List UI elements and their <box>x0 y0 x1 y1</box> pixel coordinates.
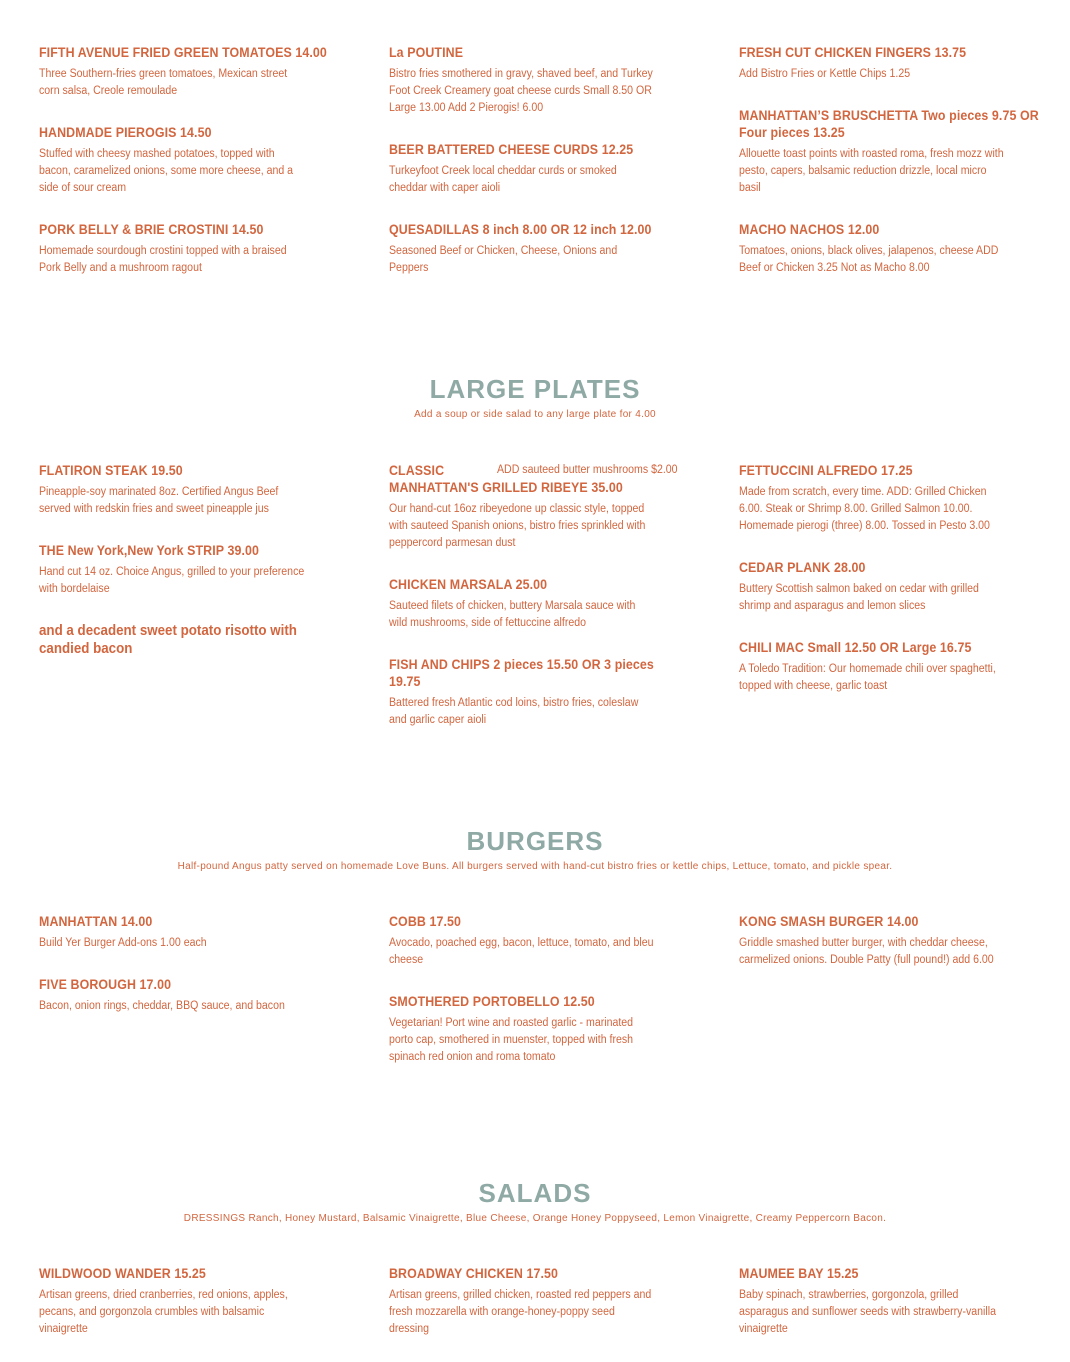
menu-item-description: Bistro fries smothered in gravy, shaved beef, and Turkey Foot Creek Creamery goat cheese curds Small 8.50 OR Large 13.00 Add 2 Pierogis! 6.00 <box>389 68 653 114</box>
menu-item-title: FIFTH AVENUE FRIED GREEN TOMATOES 14.00 <box>39 45 327 60</box>
salads-column-1 <box>39 1265 339 1362</box>
menu-item-title: MANHATTAN’S BRUSCHETTA Two pieces 9.75 OR Four pieces 13.25 <box>739 108 1039 140</box>
menu-item <box>39 913 339 952</box>
menu-item <box>389 462 689 552</box>
menu-item-title: FETTUCCINI ALFREDO 17.25 <box>739 463 913 478</box>
menu-item-description: Seasoned Beef or Chicken, Cheese, Onions and Peppers <box>389 245 618 274</box>
section-title-large-plates: LARGE PLATES <box>429 374 641 404</box>
menu-item-title: COBB 17.50 <box>389 914 462 929</box>
menu-item-description: Baby spinach, strawberries, gorgonzola, grilled asparagus and sunflower seeds with strawberry-vanilla vinaigrette <box>739 1289 996 1335</box>
section-note-large-plates: Add a soup or side salad to any large plate for 4.00 <box>414 409 656 420</box>
appetizers-column-1 <box>39 44 339 301</box>
menu-item-title: MACHO NACHOS 12.00 <box>739 222 880 237</box>
menu-item-description: Griddle smashed butter burger, with cheddar cheese, carmelized onions. Double Patty (full pound!) add 6.00 <box>739 937 994 966</box>
menu-item-description: Homemade sourdough crostini topped with a braised Pork Belly and a mushroom ragout <box>39 245 287 274</box>
menu-item-description: Buttery Scottish salmon baked on cedar with grilled shrimp and asparagus and lemon slices <box>739 583 979 612</box>
menu-item-title: BEER BATTERED CHEESE CURDS 12.25 <box>389 142 634 157</box>
menu-item-description: Pineapple-soy marinated 8oz. Certified Angus Beef served with redskin fries and sweet pineapple jus <box>39 486 279 515</box>
menu-item-description: Made from scratch, every time. ADD: Grilled Chicken 6.00. Steak or Shrimp 8.00. Grilled Salmon 10.00. Homemade pierogi (three) 8.00. Tossed in Pesto 3.00 <box>739 486 990 532</box>
menu-item <box>39 1265 339 1338</box>
menu-item-description: Vegetarian! Port wine and roasted garlic - marinated porto cap, smothered in muenster, topped with fresh spinach red onion and roma tomato <box>389 1017 634 1063</box>
menu-item <box>39 462 339 518</box>
menu-item-description: Add Bistro Fries or Kettle Chips 1.25 <box>739 68 911 80</box>
large-plates-column-3 <box>739 462 1049 719</box>
large-plates-column-1 <box>39 462 339 658</box>
section-title-salads: SALADS <box>478 1178 592 1208</box>
menu-item-title: CEDAR PLANK 28.00 <box>739 560 866 575</box>
menu-item <box>739 221 1049 277</box>
menu-item-description: Stuffed with cheesy mashed potatoes, topped with bacon, caramelized onions, some more cheese, and a side of sour cream <box>39 148 294 194</box>
menu-item <box>739 639 1049 695</box>
menu-item-title: MANHATTAN 14.00 <box>39 914 153 929</box>
menu-item-title: FLATIRON STEAK 19.50 <box>39 463 183 478</box>
menu-item <box>389 993 689 1066</box>
section-note-salads: DRESSINGS Ranch, Honey Mustard, Balsamic Vinaigrette, Blue Cheese, Orange Honey Poppyseed, Lemon Vinaigrette, Creamy Peppercorn Bacon. <box>183 1213 887 1224</box>
menu-item <box>389 44 689 117</box>
menu-item-description: Build Yer Burger Add-ons 1.00 each <box>39 937 207 949</box>
menu-item-description: Hand cut 14 oz. Choice Angus, grilled to your preference with bordelaise <box>39 566 305 595</box>
menu-item <box>39 542 339 598</box>
menu-item <box>389 913 689 969</box>
menu-item <box>739 44 1049 83</box>
menu-item-title: QUESADILLAS 8 inch 8.00 OR 12 inch 12.00 <box>389 222 652 237</box>
appetizers-column-2 <box>389 44 689 301</box>
burgers-column-1 <box>39 913 339 1039</box>
menu-item-title: PORK BELLY & BRIE CROSTINI 14.50 <box>39 222 264 237</box>
menu-item-title: KONG SMASH BURGER 14.00 <box>739 914 919 929</box>
menu-item-description: Avocado, poached egg, bacon, lettuce, tomato, and bleu cheese <box>389 937 654 966</box>
menu-item-title: CHICKEN MARSALA 25.00 <box>389 577 548 592</box>
menu-item <box>39 976 339 1015</box>
menu-item-title: La POUTINE <box>389 45 464 60</box>
menu-item-title: BROADWAY CHICKEN 17.50 <box>389 1266 559 1281</box>
menu-item-description: A Toledo Tradition: Our homemade chili over spaghetti, topped with cheese, garlic toast <box>739 663 996 692</box>
menu-item <box>389 576 689 632</box>
menu-item <box>739 1265 1049 1338</box>
menu-item <box>739 913 1049 969</box>
menu-item-title: SMOTHERED PORTOBELLO 12.50 <box>389 994 595 1009</box>
salads-column-2 <box>389 1265 689 1362</box>
menu-item-description: Bacon, onion rings, cheddar, BBQ sauce, and bacon <box>39 1000 285 1012</box>
menu-extra-text: and a decadent sweet potato risotto with candied bacon <box>39 623 297 657</box>
menu-item-description: Allouette toast points with roasted roma, fresh mozz with pesto, capers, balsamic reduction drizzle, local micro basil <box>739 148 1004 194</box>
menu-item <box>739 107 1049 197</box>
burgers-column-3 <box>739 913 1049 993</box>
menu-item-title: CLASSIC MANHATTAN'S GRILLED RIBEYE 35.00 <box>389 463 623 495</box>
ribeye-add-on-note: ADD sauteed butter mushrooms $2.00 <box>497 464 678 476</box>
menu-item <box>39 124 339 197</box>
menu-item-title: FIVE BOROUGH 17.00 <box>39 977 172 992</box>
menu-item-title: FISH AND CHIPS 2 pieces 15.50 OR 3 pieces 19.75 <box>389 657 654 689</box>
menu-item <box>739 559 1049 615</box>
menu-item-title: THE New York,New York STRIP 39.00 <box>39 543 260 558</box>
menu-item-description: Artisan greens, grilled chicken, roasted red peppers and fresh mozzarella with orange-honey-poppy seed dressing <box>389 1289 652 1335</box>
menu-item <box>39 44 339 100</box>
menu-item-description: Artisan greens, dried cranberries, red onions, apples, pecans, and gorgonzola crumbles with balsamic vinaigrette <box>39 1289 288 1335</box>
menu-item-description: Sauteed filets of chicken, buttery Marsala sauce with wild mushrooms, side of fettuccine alfredo <box>389 600 636 629</box>
menu-item <box>389 141 689 197</box>
menu-item-description: Turkeyfoot Creek local cheddar curds or smoked cheddar with caper aioli <box>389 165 617 194</box>
menu-item-title: HANDMADE PIEROGIS 14.50 <box>39 125 212 140</box>
large-plates-column-2 <box>389 462 689 753</box>
menu-item-title: FRESH CUT CHICKEN FINGERS 13.75 <box>739 45 967 60</box>
section-title-burgers: BURGERS <box>466 826 604 856</box>
menu-item <box>39 221 339 277</box>
section-note-burgers: Half-pound Angus patty served on homemade Love Buns. All burgers served with hand-cut bistro fries or kettle chips, Lettuce, tomato, and pickle spear. <box>177 861 893 872</box>
salads-column-3 <box>739 1265 1049 1362</box>
burgers-column-2 <box>389 913 689 1090</box>
menu-item-description: Three Southern-fries green tomatoes, Mexican street corn salsa, Creole remoulade <box>39 68 288 97</box>
menu-item-description: Battered fresh Atlantic cod loins, bistro fries, coleslaw and garlic caper aioli <box>389 697 639 726</box>
menu-item <box>389 1265 689 1338</box>
menu-item-title: WILDWOOD WANDER 15.25 <box>39 1266 206 1281</box>
menu-item <box>739 462 1049 535</box>
menu-item <box>389 221 689 277</box>
menu-item-description: Our hand-cut 16oz ribeyedone up classic style, topped with sauteed Spanish onions, bistro fries sprinkled with peppercord parmesan dust <box>389 503 646 549</box>
menu-item-title: MAUMEE BAY 15.25 <box>739 1266 859 1281</box>
menu-item-description: Tomatoes, onions, black olives, jalapenos, cheese ADD Beef or Chicken 3.25 Not as Macho 8.00 <box>739 245 999 274</box>
appetizers-column-3 <box>739 44 1049 301</box>
menu-item <box>389 656 689 729</box>
menu-item-title: CHILI MAC Small 12.50 OR Large 16.75 <box>739 640 972 655</box>
